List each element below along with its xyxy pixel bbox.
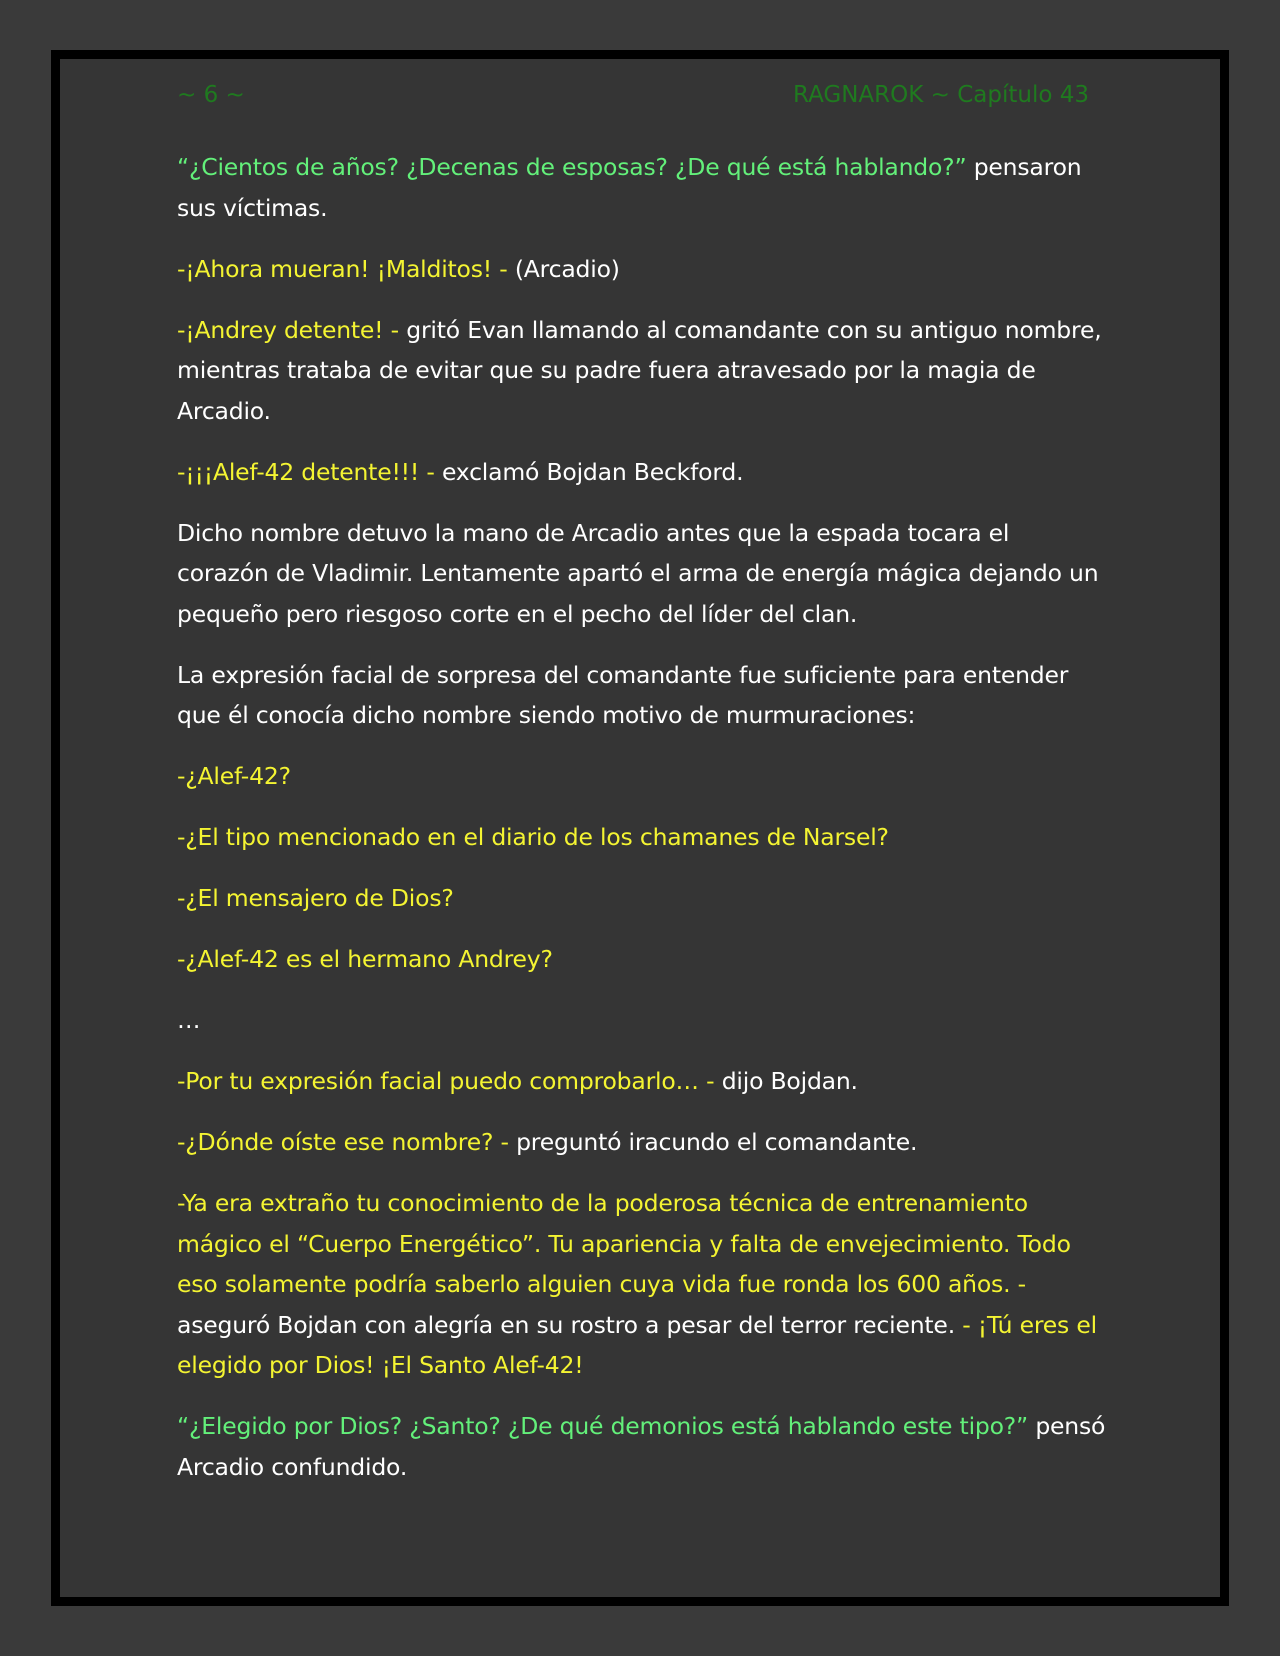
paragraph [177, 1061, 1107, 1102]
thought-text: “¿Cientos de años? ¿Decenas de esposas? ¿De qué está hablando?” [177, 153, 967, 181]
paragraph [177, 939, 1107, 980]
narration-text: gritó Evan llamando al comandante con su antiguo nombre, mientras trataba de evitar que su padre fuera atravesado por la magia de Arcadio. [177, 315, 1102, 425]
narration-text: Dicho nombre detuvo la mano de Arcadio antes que la espada tocara el corazón de Vladimir. Lentamente apartó el arma de energía mágica dejando un pequeño pero riesgoso corte en el pecho del líder del clan. [177, 518, 1099, 628]
narration-text: pensó Arcadio confundido. [177, 1412, 1106, 1481]
paragraph [177, 513, 1107, 635]
narration-text: preguntó iracundo el comandante. [508, 1128, 918, 1156]
thought-text: “¿Elegido por Dios? ¿Santo? ¿De qué demonios está hablando este tipo?” [177, 1412, 1029, 1440]
dialogue-text: -¡¡¡Alef-42 detente!!! - [177, 457, 435, 486]
dialogue-text: -¿El tipo mencionado en el diario de los chamanes de Narsel? [177, 823, 889, 851]
narration-text: (Arcadio) [507, 254, 620, 283]
dialogue-text: -¿Dónde oíste ese nombre? - [177, 1128, 509, 1156]
paragraph [177, 249, 1107, 290]
paragraph [177, 655, 1107, 736]
narration-text: exclamó Bojdan Beckford. [434, 457, 744, 486]
dialogue-text: -Ya era extraño tu conocimiento de la poderosa técnica de entrenamiento mágico el “Cuerpo Energético”. Tu apariencia y falta de envejecimiento. Todo eso solamente podría saberlo alguien cuya vida fue ronda los 600 años. - [177, 1189, 1071, 1298]
paragraph [177, 1122, 1107, 1163]
paragraph [177, 878, 1107, 919]
page-number: ~ 6 ~ [177, 82, 245, 108]
chapter-title: RAGNAROK ~ Capítulo 43 [793, 82, 1089, 108]
dialogue-text: -¡Ahora mueran! ¡Malditos! - [177, 254, 508, 283]
narration-text: aseguró Bojdan con alegría en su rostro a pesar del terror reciente. [177, 1310, 963, 1339]
paragraph [177, 1183, 1107, 1386]
paragraph [177, 756, 1107, 797]
narration-text: … [177, 1006, 201, 1034]
dialogue-text: -¡Andrey detente! - [177, 315, 399, 344]
paragraph [177, 452, 1107, 493]
story-text [177, 147, 1107, 1508]
narration-text: dijo Bojdan. [714, 1067, 858, 1095]
paragraph [177, 1406, 1107, 1487]
page-header [177, 76, 1089, 114]
dialogue-text: -¿Alef-42 es el hermano Andrey? [177, 945, 553, 973]
narration-text: pensaron sus víctimas. [177, 153, 1082, 222]
paragraph [177, 817, 1107, 858]
paragraph [177, 147, 1107, 228]
narration-text: La expresión facial de sorpresa del comandante fue suficiente para entender que él conocía dicho nombre siendo motivo de murmuraciones: [177, 660, 1069, 729]
dialogue-text: -¿Alef-42? [177, 762, 291, 790]
paragraph [177, 1000, 1107, 1041]
dialogue-text: -¿El mensajero de Dios? [177, 884, 454, 912]
paragraph [177, 310, 1107, 432]
dialogue-text: -Por tu expresión facial puedo comprobarlo… - [177, 1067, 715, 1095]
dialogue-text: - ¡Tú eres el elegido por Dios! ¡El Santo Alef-42! [177, 1310, 1097, 1379]
